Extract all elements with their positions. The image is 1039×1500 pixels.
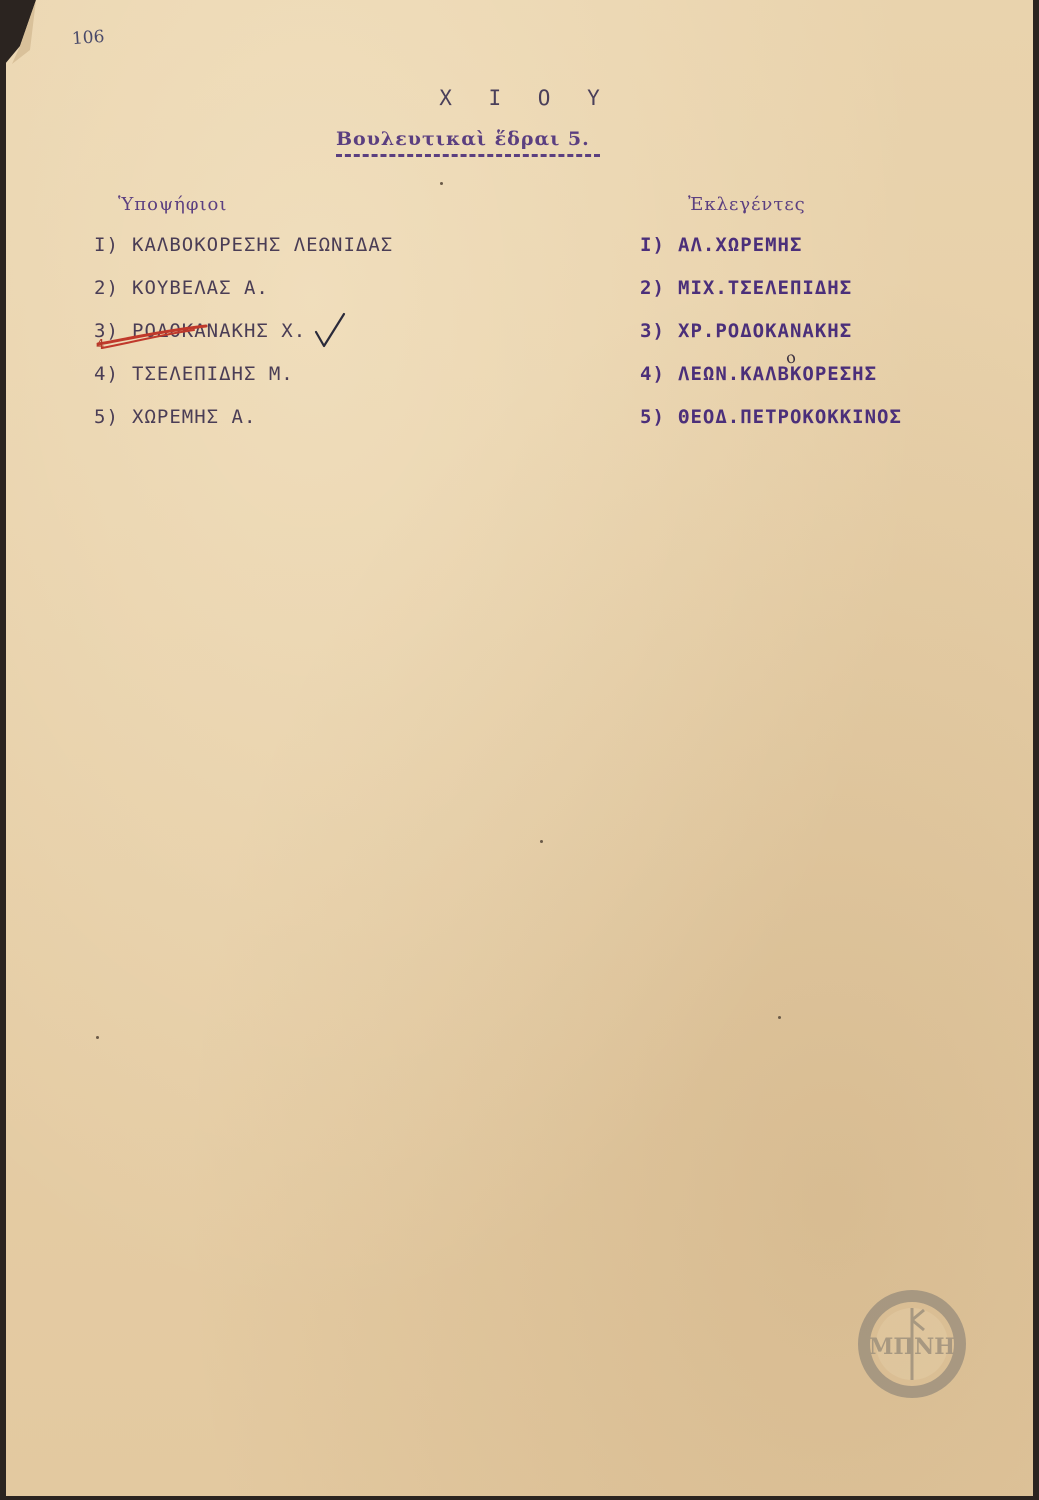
document-subtitle: Βουλευτικαὶ ἕδραι 5. <box>336 128 590 150</box>
list-item <box>94 234 393 277</box>
candidates-list <box>94 234 393 449</box>
item-number: I) <box>94 234 119 256</box>
struck-candidate-name <box>132 320 306 342</box>
candidate-name: ΡΟΔΟΚΑΝΑΚΗΣ Χ. <box>132 320 307 342</box>
elected-name: ΜΙΧ.ΤΣΕΛΕΠΙΔΗΣ <box>678 277 853 299</box>
svg-text:ΜΠΝΗ: ΜΠΝΗ <box>868 1334 956 1360</box>
candidates-header: Ὑποψήφιοι <box>118 194 228 215</box>
list-item <box>94 406 393 449</box>
list-item <box>94 277 393 320</box>
list-item <box>640 363 902 406</box>
list-item <box>94 320 393 363</box>
item-number: 5) <box>640 406 665 428</box>
candidate-name: ΧΩΡΕΜΗΣ Α. <box>132 406 257 428</box>
elected-header: Ἐκλεγέντες <box>688 194 806 215</box>
list-item <box>640 234 902 277</box>
page-number: 106 <box>71 26 106 50</box>
paper-speck <box>540 840 543 843</box>
list-item <box>640 406 902 449</box>
handwritten-o: ο <box>784 347 798 368</box>
list-item <box>94 363 393 406</box>
candidate-name: ΚΑΛΒΟΚΟΡΕΣΗΣ ΛΕΩΝΙΔΑΣ <box>132 234 394 256</box>
candidate-name: ΚΟΥΒΕΛΑΣ Α. <box>132 277 269 299</box>
item-number: 3) <box>94 320 119 342</box>
elected-name: ΑΛ.ΧΩΡΕΜΗΣ <box>678 234 803 256</box>
elected-list <box>640 234 902 449</box>
item-number: 2) <box>94 277 119 299</box>
paper-speck <box>440 182 443 185</box>
item-number: I) <box>640 234 665 256</box>
elected-name: ΧΡ.ΡΟΔΟΚΑΝΑΚΗΣ <box>678 320 853 342</box>
elected-name: ΛΕΩΝ.ΚΑΛΒΚΟΡΕΣΗΣ <box>678 363 878 385</box>
handwritten-four: 4 <box>96 338 105 353</box>
subtitle-underline <box>336 154 600 157</box>
subtitle-block <box>336 128 600 157</box>
item-number: 4) <box>640 363 665 385</box>
item-number: 4) <box>94 363 119 385</box>
list-item <box>640 277 902 320</box>
item-number: 3) <box>640 320 665 342</box>
candidate-name: ΤΣΕΛΕΠΙΔΗΣ Μ. <box>132 363 294 385</box>
paper-speck <box>778 1016 781 1019</box>
paper-speck <box>96 1036 99 1039</box>
list-item <box>640 320 902 363</box>
elected-name: ΘΕΟΔ.ΠΕΤΡΟΚΟΚΚΙΝΟΣ <box>678 406 902 428</box>
document-title: Χ Ι Ο Υ <box>439 86 612 110</box>
torn-corner-icon <box>0 0 60 80</box>
item-number: 5) <box>94 406 119 428</box>
red-strike-icon <box>94 322 214 352</box>
archive-stamp-logo <box>858 1290 966 1398</box>
item-number: 2) <box>640 277 665 299</box>
checkmark-icon <box>312 312 348 350</box>
